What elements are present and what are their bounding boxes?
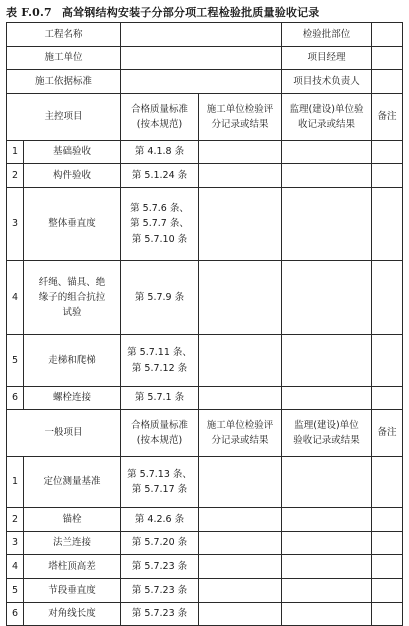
cell-text-line: 对角线长度: [48, 608, 96, 620]
remark-field[interactable]: [372, 387, 403, 410]
remark-column-header: 备注: [372, 410, 403, 457]
section-title: 主控项目: [7, 94, 121, 141]
item-name: [24, 261, 121, 335]
supervision-result-field[interactable]: [282, 603, 372, 626]
remark-column-header: 备注: [372, 94, 403, 141]
header-right-value-field[interactable]: [372, 47, 403, 70]
cell-text-line: 塔柱顶高差: [48, 560, 96, 572]
item-number: 3: [7, 188, 24, 261]
remark-field[interactable]: [372, 603, 403, 626]
item-name: [24, 457, 121, 508]
construction-result-field[interactable]: [199, 508, 282, 532]
cell-text-line: 施工单位检验评: [206, 419, 274, 431]
cell-text-line: 第 5.1.24 条: [131, 169, 188, 181]
item-row: [7, 555, 403, 579]
construction-column-header: [199, 410, 282, 457]
table-code: 表 F.0.7: [6, 6, 52, 19]
header-label: 工程名称: [7, 23, 121, 47]
item-row: [7, 335, 403, 387]
supervision-result-field[interactable]: [282, 141, 372, 164]
construction-result-field[interactable]: [199, 141, 282, 164]
construction-result-field[interactable]: [199, 532, 282, 555]
cell-text-line: 法兰连接: [53, 537, 92, 549]
item-name: [24, 555, 121, 579]
cell-text-line: 收记录或结果: [298, 119, 356, 130]
cell-text-line: (按本规范): [136, 435, 183, 446]
supervision-result-field[interactable]: [282, 335, 372, 387]
item-row: [7, 261, 403, 335]
cell-text-line: 第 5.7.20 条: [131, 537, 188, 549]
item-clause: [121, 188, 199, 261]
header-label: 施工依据标准: [7, 70, 121, 94]
remark-field[interactable]: [372, 164, 403, 188]
cell-text-line: 第 5.7.23 条: [131, 584, 188, 596]
cell-text-line: 第 5.7.6 条、: [130, 203, 189, 215]
item-number: 3: [7, 532, 24, 555]
cell-text-line: 锚栓: [62, 513, 82, 525]
standard-column-header: [121, 410, 199, 457]
section-title: 一般项目: [7, 410, 121, 457]
item-name: [24, 508, 121, 532]
item-number: 1: [7, 141, 24, 164]
standard-column-header: [121, 94, 199, 141]
construction-result-field[interactable]: [199, 188, 282, 261]
item-clause: [121, 457, 199, 508]
supervision-result-field[interactable]: [282, 387, 372, 410]
cell-text-line: 施工单位检验评: [206, 103, 274, 115]
construction-result-field[interactable]: [199, 603, 282, 626]
construction-result-field[interactable]: [199, 555, 282, 579]
construction-column-header: [199, 94, 282, 141]
cell-text-line: 第 5.7.23 条: [131, 560, 188, 572]
item-clause: [121, 387, 199, 410]
remark-field[interactable]: [372, 532, 403, 555]
supervision-result-field[interactable]: [282, 508, 372, 532]
cell-text-line: 第 5.7.10 条: [131, 233, 188, 245]
header-right-label: 项目技术负责人: [282, 70, 372, 94]
item-number: 5: [7, 335, 24, 387]
header-right-label: 检验批部位: [282, 23, 372, 47]
item-number: 5: [7, 579, 24, 603]
cell-text-line: 第 5.7.13 条、: [127, 468, 192, 480]
item-number: 1: [7, 457, 24, 508]
remark-field[interactable]: [372, 261, 403, 335]
item-number: 6: [7, 603, 24, 626]
item-clause: [121, 508, 199, 532]
cell-text-line: 第 5.7.17 条: [131, 484, 188, 495]
header-right-label: 项目经理: [282, 47, 372, 70]
remark-field[interactable]: [372, 188, 403, 261]
cell-text-line: 监理(建设)单位: [294, 419, 359, 431]
cell-text-line: 纤绳、锚具、绝: [38, 276, 106, 288]
header-value-field[interactable]: [121, 23, 282, 47]
cell-text-line: 第 5.7.11 条、: [127, 347, 192, 359]
header-value-field[interactable]: [121, 70, 282, 94]
supervision-result-field[interactable]: [282, 261, 372, 335]
cell-text-line: 第 5.7.7 条、: [130, 218, 189, 230]
item-row: [7, 603, 403, 626]
supervision-result-field[interactable]: [282, 532, 372, 555]
item-row: [7, 508, 403, 532]
item-row: [7, 141, 403, 164]
header-label: 施工单位: [7, 47, 121, 70]
header-right-value-field[interactable]: [372, 23, 403, 47]
item-clause: [121, 335, 199, 387]
construction-result-field[interactable]: [199, 579, 282, 603]
cell-text-line: 试验: [62, 307, 82, 319]
cell-text-line: 第 5.7.1 条: [134, 392, 185, 404]
item-number: 2: [7, 508, 24, 532]
cell-text-line: 合格质量标准: [131, 103, 189, 115]
header-info-row: [7, 47, 403, 70]
construction-result-field[interactable]: [199, 457, 282, 508]
remark-field[interactable]: [372, 579, 403, 603]
cell-text-line: 螺栓连接: [53, 392, 92, 404]
item-clause: [121, 532, 199, 555]
item-name: [24, 579, 121, 603]
cell-text-line: 缘子的组合抗拉: [38, 291, 106, 303]
header-info-row: [7, 23, 403, 47]
cell-text-line: 整体垂直度: [48, 218, 96, 230]
item-clause: [121, 555, 199, 579]
item-clause: [121, 141, 199, 164]
cell-text-line: 第 4.2.6 条: [134, 513, 185, 525]
inspection-record-table: [6, 22, 403, 626]
item-name: [24, 164, 121, 188]
item-number: 4: [7, 261, 24, 335]
cell-text-line: 分记录或结果: [211, 435, 269, 446]
item-number: 2: [7, 164, 24, 188]
cell-text-line: 监理(建设)单位验: [289, 103, 364, 115]
cell-text-line: 第 5.7.12 条: [131, 362, 188, 374]
section-header-row: [7, 410, 403, 457]
construction-result-field[interactable]: [199, 261, 282, 335]
supervision-result-field[interactable]: [282, 188, 372, 261]
item-row: [7, 579, 403, 603]
item-clause: [121, 603, 199, 626]
cell-text-line: 第 5.7.9 条: [134, 291, 185, 303]
remark-field[interactable]: [372, 457, 403, 508]
item-name: [24, 603, 121, 626]
cell-text-line: 合格质量标准: [131, 419, 189, 431]
item-name: [24, 188, 121, 261]
cell-text-line: 第 5.7.23 条: [131, 608, 188, 620]
header-right-value-field[interactable]: [372, 70, 403, 94]
remark-field[interactable]: [372, 508, 403, 532]
item-row: [7, 387, 403, 410]
construction-result-field[interactable]: [199, 164, 282, 188]
item-number: 4: [7, 555, 24, 579]
item-name: [24, 387, 121, 410]
remark-field[interactable]: [372, 335, 403, 387]
item-row: [7, 164, 403, 188]
cell-text-line: 验收记录或结果: [293, 435, 360, 446]
supervision-result-field[interactable]: [282, 457, 372, 508]
cell-text-line: (按本规范): [136, 119, 183, 130]
table-title-text: 高耸钢结构安装子分部分项工程检验批质量验收记录: [61, 6, 320, 19]
item-name: [24, 532, 121, 555]
cell-text-line: 定位测量基准: [43, 476, 101, 488]
supervision-column-header: [282, 410, 372, 457]
item-clause: [121, 164, 199, 188]
construction-result-field[interactable]: [199, 335, 282, 387]
supervision-result-field[interactable]: [282, 579, 372, 603]
cell-text-line: 第 4.1.8 条: [134, 146, 185, 158]
section-header-row: [7, 94, 403, 141]
cell-text-line: 节段垂直度: [48, 584, 96, 596]
supervision-column-header: [282, 94, 372, 141]
cell-text-line: 走梯和爬梯: [48, 354, 96, 366]
item-row: [7, 188, 403, 261]
item-name: [24, 141, 121, 164]
supervision-result-field[interactable]: [282, 555, 372, 579]
header-value-field[interactable]: [121, 47, 282, 70]
item-row: [7, 532, 403, 555]
construction-result-field[interactable]: [199, 387, 282, 410]
item-name: [24, 335, 121, 387]
item-clause: [121, 579, 199, 603]
item-clause: [121, 261, 199, 335]
supervision-result-field[interactable]: [282, 164, 372, 188]
item-number: 6: [7, 387, 24, 410]
header-info-row: [7, 70, 403, 94]
cell-text-line: 基础验收: [53, 146, 92, 158]
remark-field[interactable]: [372, 555, 403, 579]
remark-field[interactable]: [372, 141, 403, 164]
item-row: [7, 457, 403, 508]
cell-text-line: 分记录或结果: [211, 119, 269, 130]
table-title: [6, 4, 406, 20]
cell-text-line: 构件验收: [53, 169, 92, 181]
